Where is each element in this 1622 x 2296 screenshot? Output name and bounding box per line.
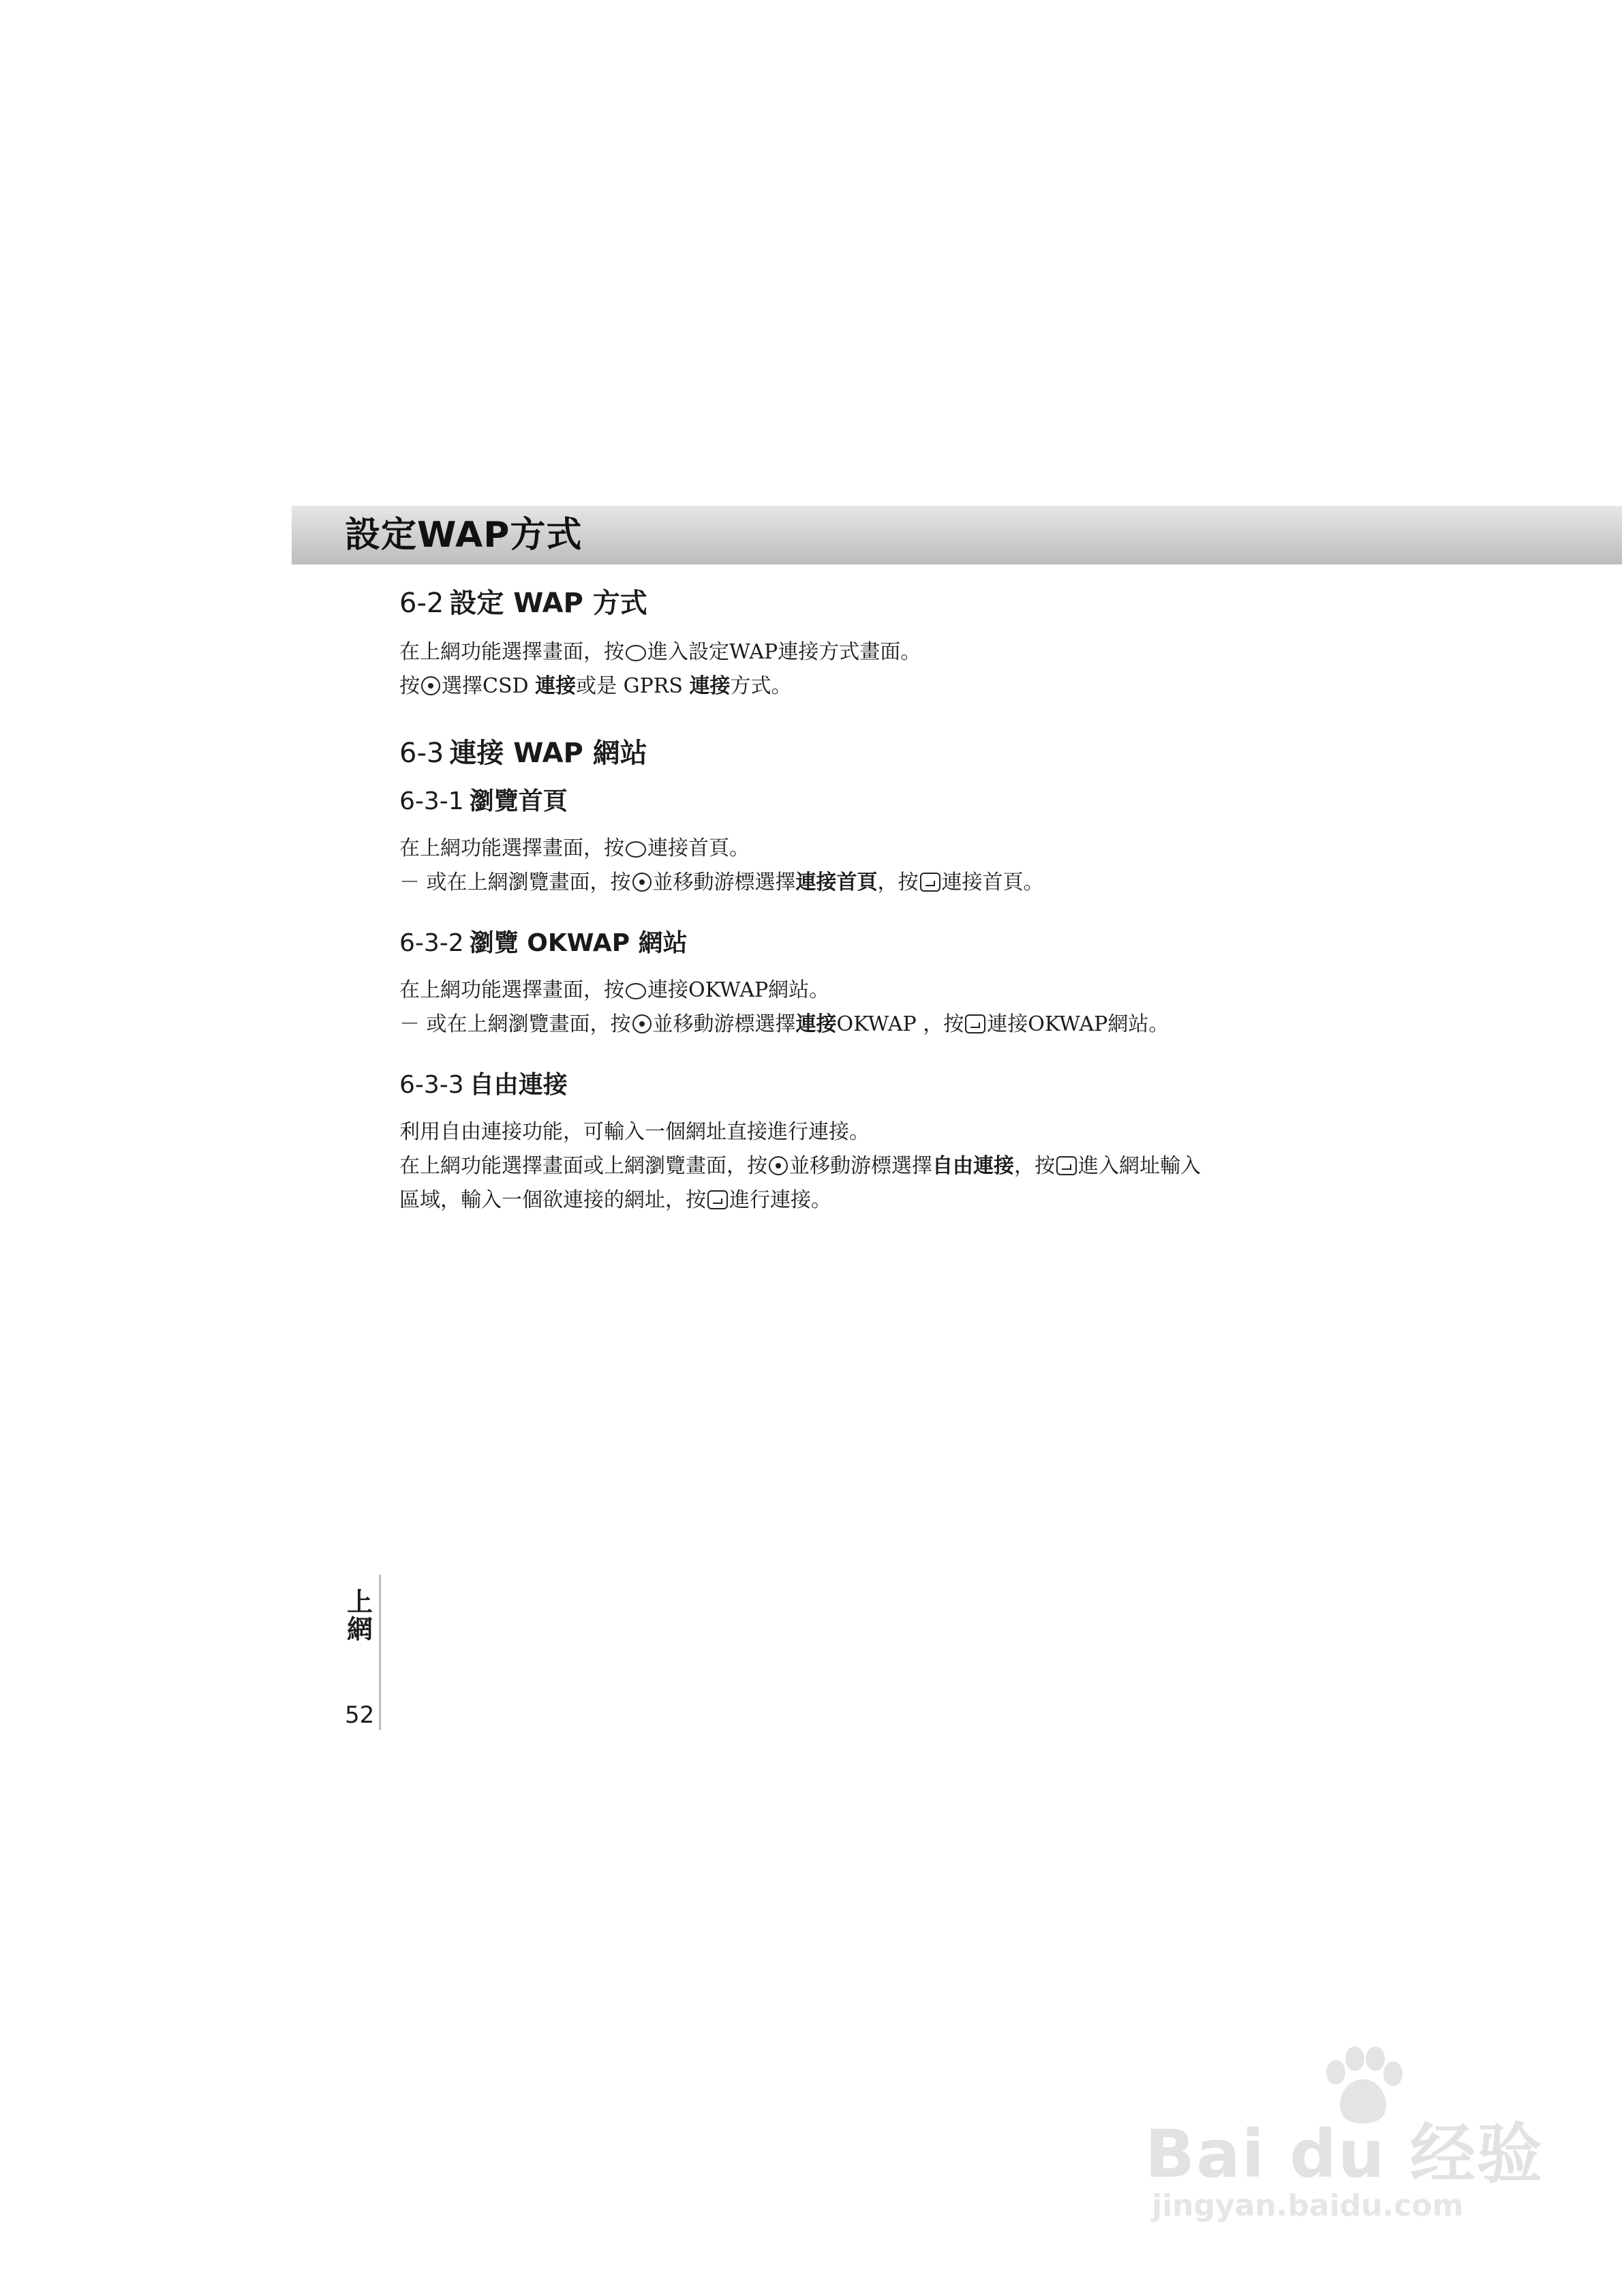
text-run: 連接OKWAP網站。 bbox=[987, 1012, 1169, 1036]
text-run: 並移動游標選擇 bbox=[789, 1154, 932, 1178]
text-run: 或是 GPRS bbox=[576, 674, 690, 698]
section-heading-6-3 bbox=[399, 736, 1340, 770]
section-title: 連接 WAP 網站 bbox=[449, 738, 647, 769]
watermark bbox=[1145, 2045, 1544, 2250]
subsection-title: 瀏覽 OKWAP 網站 bbox=[469, 929, 688, 957]
nav-key-icon bbox=[421, 676, 440, 695]
paragraph-line bbox=[399, 866, 1340, 900]
text-run: ，按 bbox=[877, 871, 919, 894]
side-divider bbox=[379, 1575, 381, 1730]
bold-term: 連接首頁 bbox=[795, 871, 878, 894]
watermark-url: jingyan.baidu.com bbox=[1152, 2188, 1464, 2223]
subsection-heading-6-3-2 bbox=[399, 927, 1340, 960]
text-run: ，按 bbox=[1014, 1154, 1055, 1178]
soft-key-icon bbox=[1056, 1156, 1077, 1175]
nav-key-icon bbox=[632, 873, 652, 892]
content-column bbox=[399, 586, 1340, 1218]
text-run: 方式。 bbox=[730, 674, 792, 698]
text-run: 在上網功能選擇畫面或上網瀏覽畫面，按 bbox=[399, 1154, 767, 1178]
bold-term: 連接 bbox=[795, 1012, 837, 1036]
text-run: 在上網功能選擇畫面，按 bbox=[399, 836, 624, 860]
bold-term: 連接 bbox=[535, 674, 577, 698]
subsection-number: 6-3-2 bbox=[399, 929, 464, 957]
subsection-heading-6-3-1 bbox=[399, 785, 1340, 818]
chapter-side-tab bbox=[346, 1588, 373, 1643]
paragraph-line bbox=[399, 1008, 1340, 1042]
text-run: 連接首頁。 bbox=[941, 871, 1044, 894]
watermark-brand: Bai du 经验 bbox=[1145, 2116, 1544, 2192]
section-title: 設定 WAP 方式 bbox=[449, 588, 647, 619]
text-run: OKWAP ，按 bbox=[836, 1012, 964, 1036]
nav-key-icon bbox=[769, 1156, 788, 1175]
nav-key-icon bbox=[632, 1014, 652, 1033]
side-tab-char: 網 bbox=[346, 1614, 373, 1644]
text-run: 在上網功能選擇畫面，按 bbox=[399, 978, 624, 1002]
text-run: 進入網址輸入 bbox=[1078, 1154, 1201, 1178]
text-run: 進行連接。 bbox=[729, 1188, 831, 1212]
paragraph-line bbox=[399, 973, 1340, 1008]
text-run: 在上網功能選擇畫面，按 bbox=[399, 640, 624, 664]
menu-key-icon bbox=[626, 645, 646, 661]
text-run: － 或在上網瀏覽畫面，按 bbox=[399, 871, 631, 894]
text-run: 按 bbox=[399, 674, 420, 698]
paragraph-line: 利用自由連接功能，可輸入一個網址直接進行連接。 bbox=[399, 1120, 870, 1144]
bold-term: 自由連接 bbox=[932, 1154, 1014, 1178]
menu-key-icon bbox=[626, 983, 646, 999]
page-title: 設定WAP方式 bbox=[345, 515, 583, 556]
side-tab-char: 上 bbox=[346, 1587, 373, 1617]
section-number: 6-2 bbox=[399, 588, 444, 619]
section-heading-6-2 bbox=[399, 586, 1340, 620]
subsection-title: 瀏覽首頁 bbox=[469, 787, 568, 815]
text-run: 並移動游標選擇 bbox=[652, 871, 796, 894]
subsection-title: 自由連接 bbox=[469, 1071, 568, 1099]
paragraph-line bbox=[399, 635, 1340, 669]
paragraph-line bbox=[399, 669, 1340, 704]
text-run: 選擇CSD bbox=[442, 674, 536, 698]
soft-key-icon bbox=[707, 1190, 728, 1209]
text-run: 進入設定WAP連接方式畫面。 bbox=[647, 640, 921, 664]
page-number: 52 bbox=[345, 1702, 375, 1729]
text-run: 連接首頁。 bbox=[647, 836, 750, 860]
subsection-number: 6-3-3 bbox=[399, 1071, 464, 1099]
menu-key-icon bbox=[626, 841, 646, 858]
text-run: 區域，輸入一個欲連接的網址，按 bbox=[399, 1188, 706, 1212]
section-number: 6-3 bbox=[399, 738, 444, 769]
paragraph-line bbox=[399, 1183, 1340, 1218]
soft-key-icon bbox=[920, 873, 940, 892]
subsection-heading-6-3-3 bbox=[399, 1069, 1340, 1102]
text-run: 連接OKWAP網站。 bbox=[647, 978, 830, 1002]
paragraph-line bbox=[399, 832, 1340, 866]
paragraph-line bbox=[399, 1149, 1340, 1183]
soft-key-icon bbox=[965, 1014, 985, 1033]
bold-term: 連接 bbox=[689, 674, 731, 698]
text-run: 並移動游標選擇 bbox=[652, 1012, 796, 1036]
text-run: － 或在上網瀏覽畫面，按 bbox=[399, 1012, 631, 1036]
subsection-number: 6-3-1 bbox=[399, 787, 464, 815]
